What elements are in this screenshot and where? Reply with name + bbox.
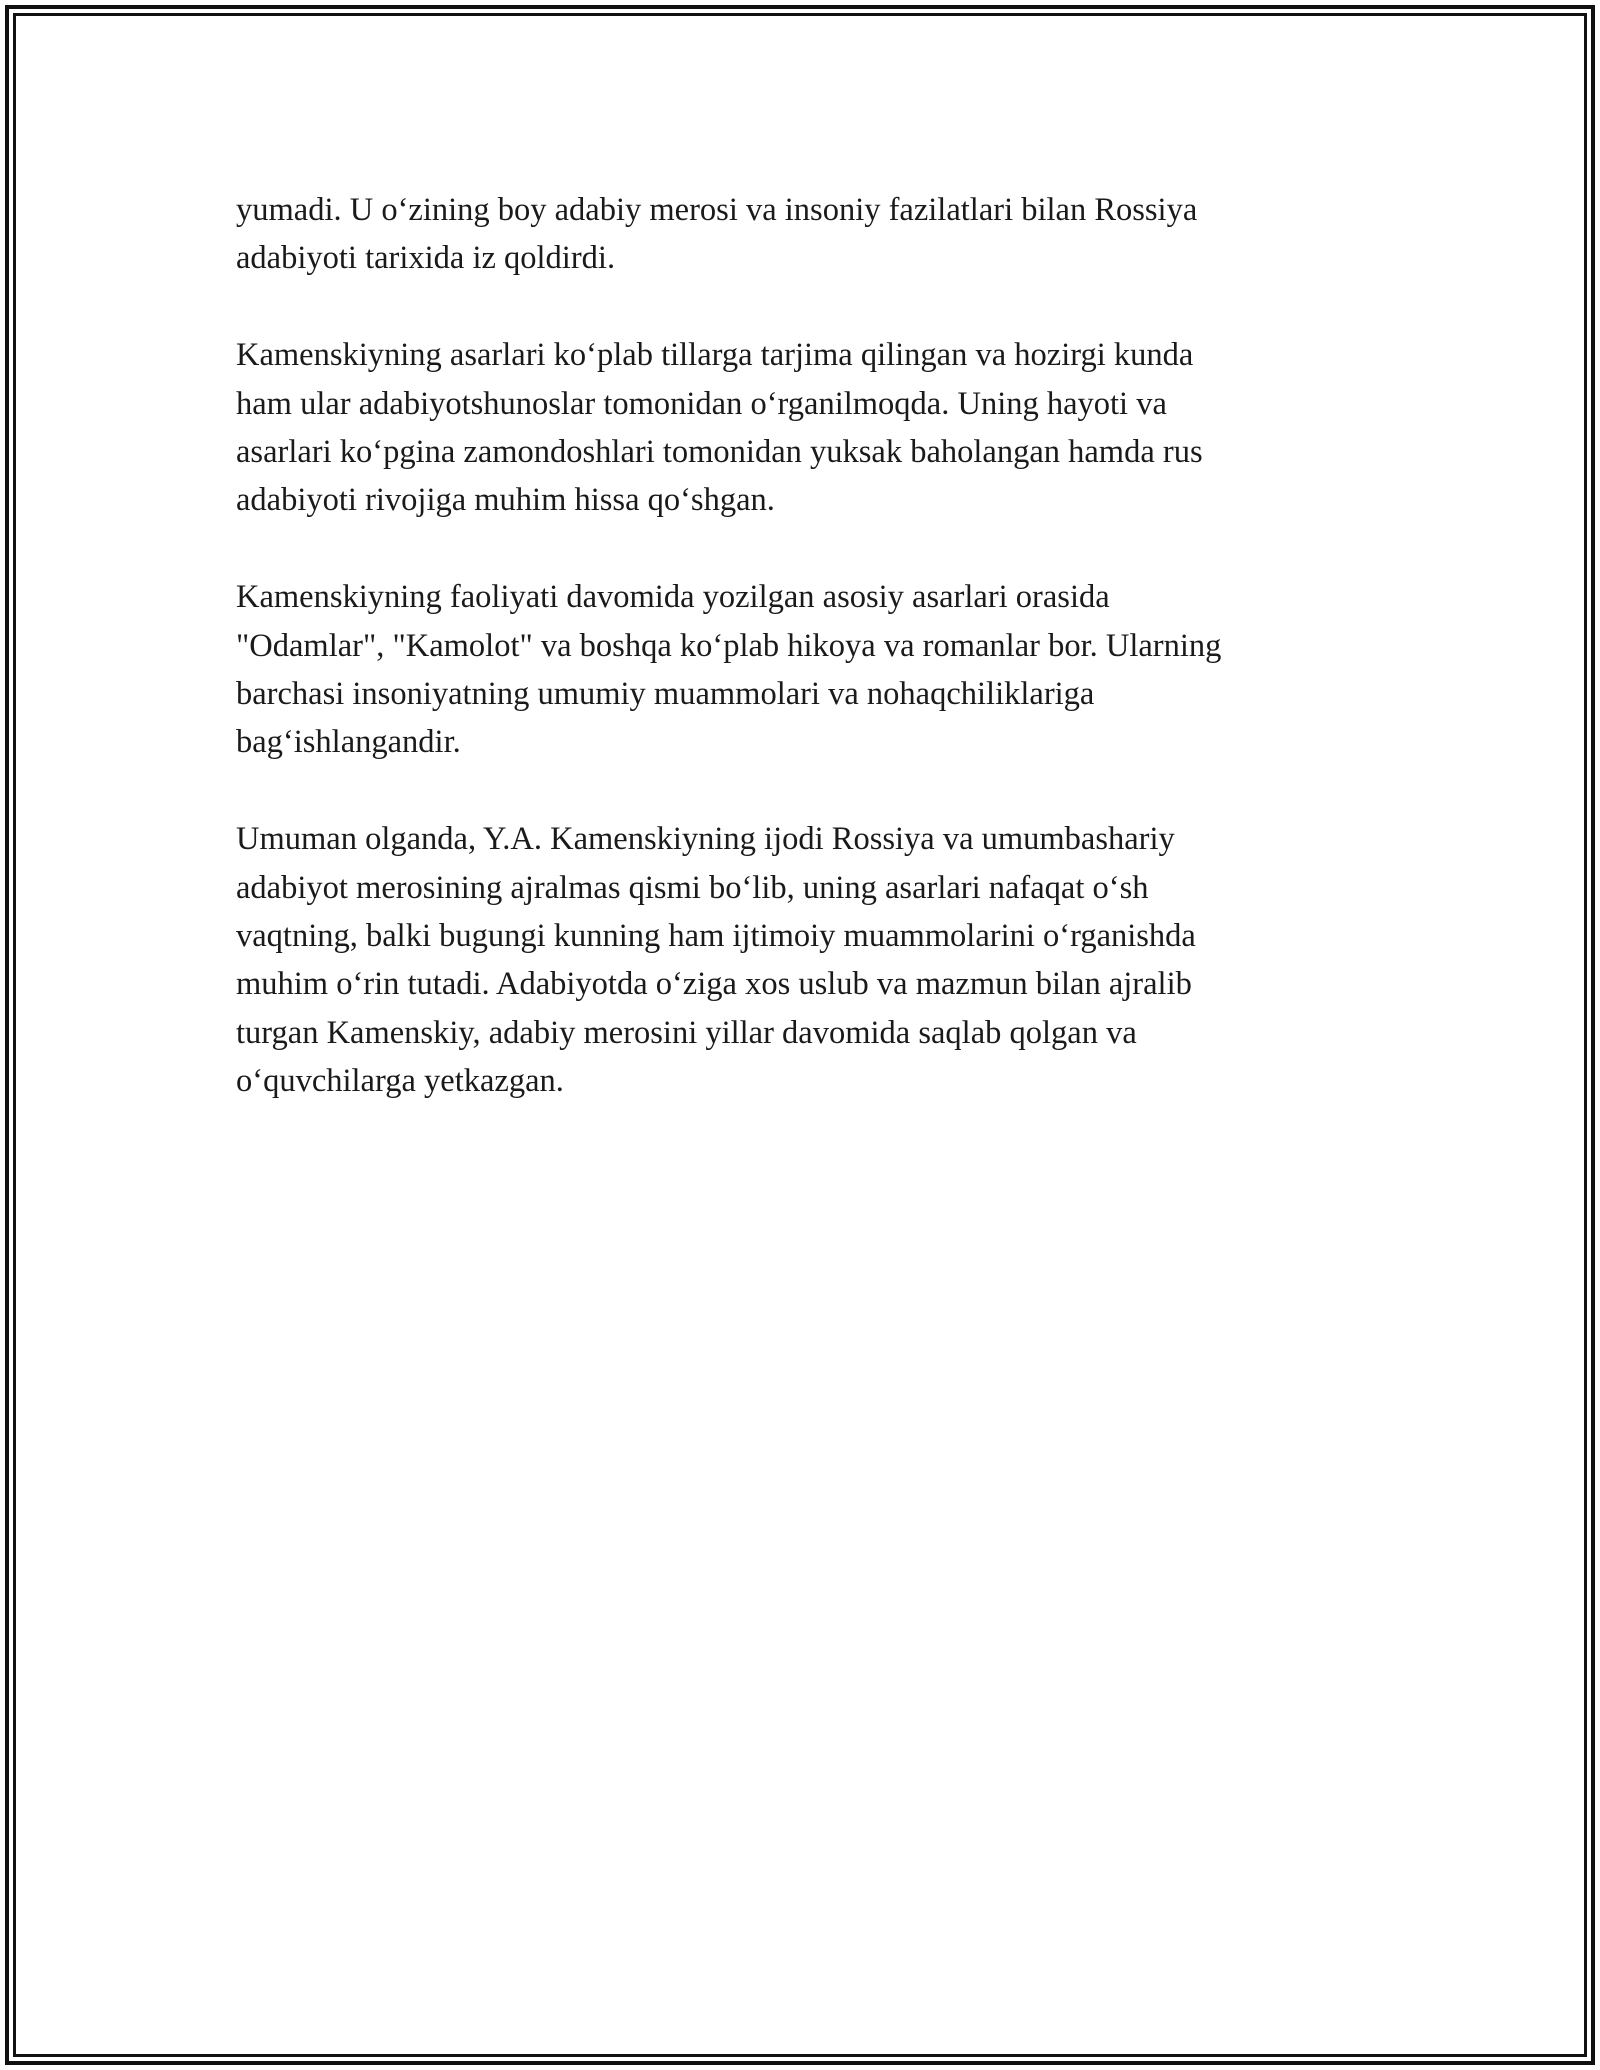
document-body (236, 186, 1366, 1154)
paragraph-2: Kamenskiyning asarlari ko‘plab tillarga tarjima qilingan va hozirgi kunda ham ular adabiyotshunoslar tomonidan o‘rganilmoqda. Uning hayoti va asarlari ko‘pgina zamondoshlari tomonidan yuksak baholangan hamda rus adabiyoti rivojiga muhim hissa qo‘shgan. (236, 337, 1203, 519)
paragraph-3: Kamenskiyning faoliyati davomida yozilgan asosiy asarlari orasida "Odamlar", "Kamolot" va boshqa ko‘plab hikoya va romanlar bor. Ularning barchasi insoniyatning umumiy muammolari va nohaqchiliklariga bag‘ishlangandir. (236, 579, 1222, 761)
paragraph-4: Umuman olganda, Y.A. Kamenskiyning ijodi Rossiya va umumbashariy adabiyot merosining ajralmas qismi bo‘lib, uning asarlari nafaqat o‘sh vaqtning, balki bugungi kunning ham ijtimoiy muammolarini o‘rganishda muhim o‘rin tutadi. Adabiyotda o‘ziga xos uslub va mazmun bilan ajralib turgan Kamenskiy, adabiy merosini yillar davomida saqlab qolgan va o‘quvchilarga yetkazgan. (236, 821, 1196, 1100)
paragraph-1: yumadi. U o‘zining boy adabiy merosi va insoniy fazilatlari bilan Rossiya adabiyoti tarixida iz qoldirdi. (236, 192, 1198, 277)
